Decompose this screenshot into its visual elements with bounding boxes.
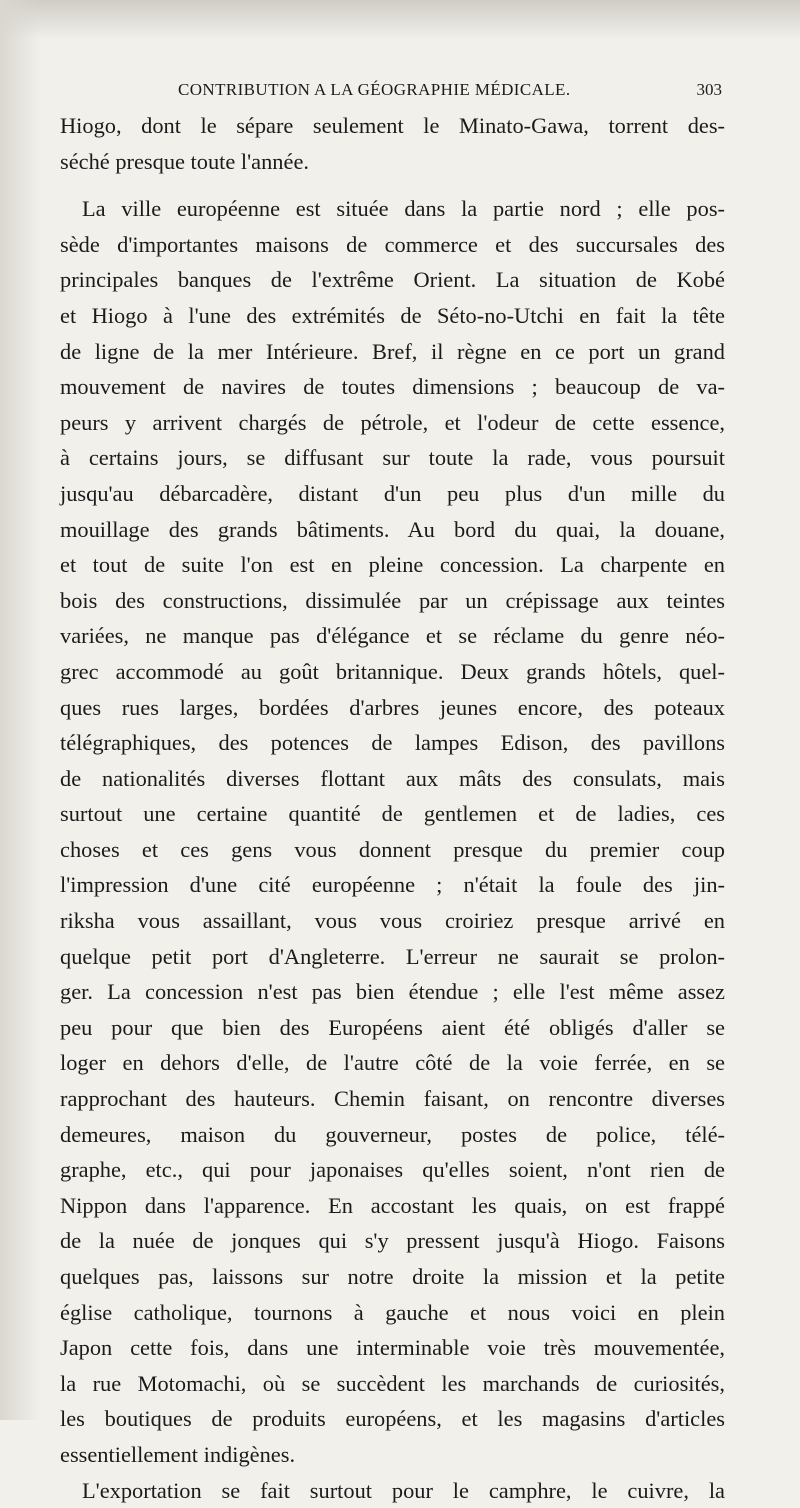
text-line: de ligne de la mer Intérieure. Bref, il règne en ce port un grand	[60, 338, 725, 364]
paragraph	[60, 108, 725, 179]
text-line: de nationalités diverses flottant aux mâts des consulats, mais	[60, 765, 725, 791]
text-line: riksha vous assaillant, vous vous croiriez presque arrivé en	[60, 908, 725, 934]
paragraph	[60, 191, 725, 1472]
text-line: loger en dehors d'elle, de l'autre côté de la voie ferrée, en se	[60, 1050, 725, 1076]
text-line: sède d'importantes maisons de commerce et des succursales des	[60, 231, 725, 257]
text-line: rapprochant des hauteurs. Chemin faisant, on rencontre diverses	[60, 1086, 725, 1112]
page-left-shadow	[0, 0, 40, 1420]
text-line: L'exportation se fait surtout pour le camphre, le cuivre, la	[82, 1477, 725, 1503]
text-line: séché presque toute l'année.	[60, 148, 309, 174]
text-line: graphe, etc., qui pour japonaises qu'elles soient, n'ont rien de	[60, 1157, 725, 1183]
text-line: ger. La concession n'est pas bien étendue ; elle l'est même assez	[60, 979, 725, 1005]
text-line: surtout une certaine quantité de gentlemen et de ladies, ces	[60, 801, 725, 827]
text-line: de la nuée de jonques qui s'y pressent jusqu'à Hiogo. Faisons	[60, 1228, 725, 1254]
text-line: variées, ne manque pas d'élégance et se réclame du genre néo-	[60, 623, 725, 649]
text-line: la rue Motomachi, où se succèdent les marchands de curiosités,	[60, 1370, 725, 1396]
text-line: peurs y arrivent chargés de pétrole, et l'odeur de cette essence,	[60, 409, 725, 435]
body-text	[60, 108, 725, 1508]
text-line: principales banques de l'extrême Orient. La situation de Kobé	[60, 267, 725, 293]
text-line: bois des constructions, dissimulée par un crépissage aux teintes	[60, 587, 725, 613]
text-line: quelques pas, laissons sur notre droite la mission et la petite	[60, 1264, 725, 1289]
text-line: jusqu'au débarcadère, distant d'un peu plus d'un mille du	[60, 480, 725, 506]
text-line: Japon cette fois, dans une interminable voie très mouvementée,	[60, 1335, 725, 1361]
text-line: à certains jours, se diffusant sur toute la rade, vous poursuit	[60, 445, 725, 471]
text-line: et Hiogo à l'une des extrémités de Séto-no-Utchi en fait la tête	[60, 302, 725, 328]
page-header	[178, 80, 738, 104]
text-line: essentiellement indigènes.	[60, 1441, 296, 1467]
text-line: église catholique, tournons à gauche et nous voici en plein	[60, 1299, 725, 1325]
text-line: Nippon dans l'apparence. En accostant les quais, on est frappé	[60, 1192, 725, 1218]
page-number: 303	[696, 80, 722, 99]
text-line: l'impression d'une cité européenne ; n'était la foule des jin-	[60, 872, 725, 898]
text-line: quelque petit port d'Angleterre. L'erreur ne saurait se prolon-	[60, 943, 725, 969]
text-line: peu pour que bien des Européens aient été obligés d'aller se	[60, 1014, 725, 1040]
paragraph	[60, 1473, 725, 1508]
paragraph-gap	[60, 179, 725, 191]
text-line: télégraphiques, des potences de lampes Edison, des pavillons	[60, 730, 725, 756]
text-line: et tout de suite l'on est en pleine concession. La charpente en	[60, 552, 725, 578]
text-line: les boutiques de produits européens, et les magasins d'articles	[60, 1406, 725, 1432]
page-top-shadow	[0, 0, 800, 40]
text-line: mouillage des grands bâtiments. Au bord du quai, la douane,	[60, 516, 725, 542]
text-line: Hiogo, dont le sépare seulement le Minato-Gawa, torrent des-	[60, 113, 725, 138]
text-line: La ville européenne est située dans la partie nord ; elle pos-	[82, 196, 725, 222]
text-line: ques rues larges, bordées d'arbres jeunes encore, des poteaux	[60, 694, 725, 720]
text-line: mouvement de navires de toutes dimensions ; beaucoup de va-	[60, 374, 725, 400]
text-line: demeures, maison du gouverneur, postes de police, télé-	[60, 1121, 725, 1147]
text-line: grec accommodé au goût britannique. Deux grands hôtels, quel-	[60, 658, 725, 684]
text-line: choses et ces gens vous donnent presque du premier coup	[60, 836, 725, 862]
running-title: CONTRIBUTION A LA GÉOGRAPHIE MÉDICALE.	[178, 80, 571, 99]
